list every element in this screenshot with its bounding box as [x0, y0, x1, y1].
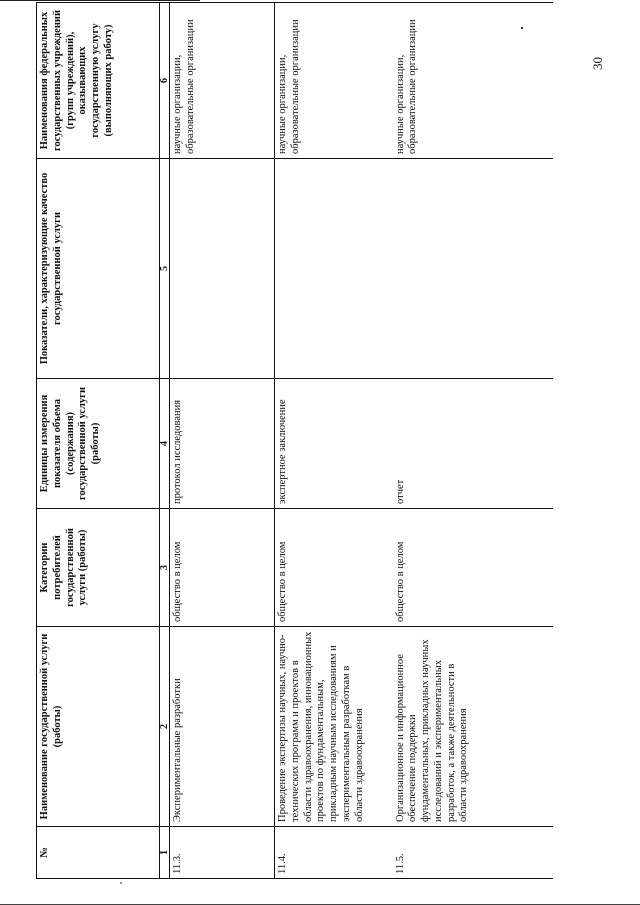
service-name-cell: Экспериментальные разработки: [170, 627, 275, 827]
header-service-name: Наименование государственной услуги (работы): [37, 627, 160, 827]
table-row: [275, 3, 393, 879]
column-number: 3: [160, 509, 170, 627]
table-row: [393, 3, 553, 879]
institutions-cell: научные организации, образовательные организации: [170, 3, 275, 159]
unit-cell: экспертное заключение: [275, 379, 393, 509]
column-number-row: [160, 3, 170, 879]
column-number: 6: [160, 3, 170, 159]
page-number: 30: [590, 57, 605, 70]
column-number: 5: [160, 159, 170, 379]
unit-cell: отчет: [393, 379, 553, 509]
row-number: 11.3.: [170, 827, 275, 879]
header-quality-indicators: Показатели, характеризующие качество государственной услуги: [37, 159, 160, 379]
quality-cell: [170, 159, 275, 379]
header-number: №: [37, 827, 160, 879]
service-name-cell: Организационное и информационное обеспечение поддержки фундаментальных, прикладных научных исследований и экспериментальных разработок, а также деятельности в области здравоохранения: [393, 627, 553, 827]
table-header-row: [37, 3, 160, 879]
column-number: 2: [160, 627, 170, 827]
institutions-cell: научные организации, образовательные организации: [275, 3, 393, 159]
column-number: 1: [160, 827, 170, 879]
row-number: 11.4.: [275, 827, 393, 879]
consumers-cell: общество в целом: [275, 509, 393, 627]
consumers-cell: общество в целом: [393, 509, 553, 627]
unit-cell: протокол исследования: [170, 379, 275, 509]
consumers-cell: общество в целом: [170, 509, 275, 627]
header-consumer-categories: Категории потребителей государственной услуги (работы): [37, 509, 160, 627]
table-row: [170, 3, 275, 879]
institutions-cell: научные организации, образовательные организации: [393, 3, 553, 159]
service-name-cell: Проведение экспертизы научных, научно-технических программ и проектов в области здравоохранения, инновационных проектов по фундаментальным, прикладным научным исследованиям и экспериментальным разработкам в области здравоохранения: [275, 627, 393, 827]
header-volume-unit: Единицы измерения показателя объема (содержания) государственной услуги (работы): [37, 379, 160, 509]
services-table: [36, 2, 553, 879]
row-number: 11.5.: [393, 827, 553, 879]
column-number: 4: [160, 379, 170, 509]
header-institutions: Наименования федеральных государственных учреждений (групп учреждений), оказывающих государственную услугу (выполняющих работу): [37, 3, 160, 159]
quality-cell: [393, 159, 553, 379]
quality-cell: [275, 159, 393, 379]
